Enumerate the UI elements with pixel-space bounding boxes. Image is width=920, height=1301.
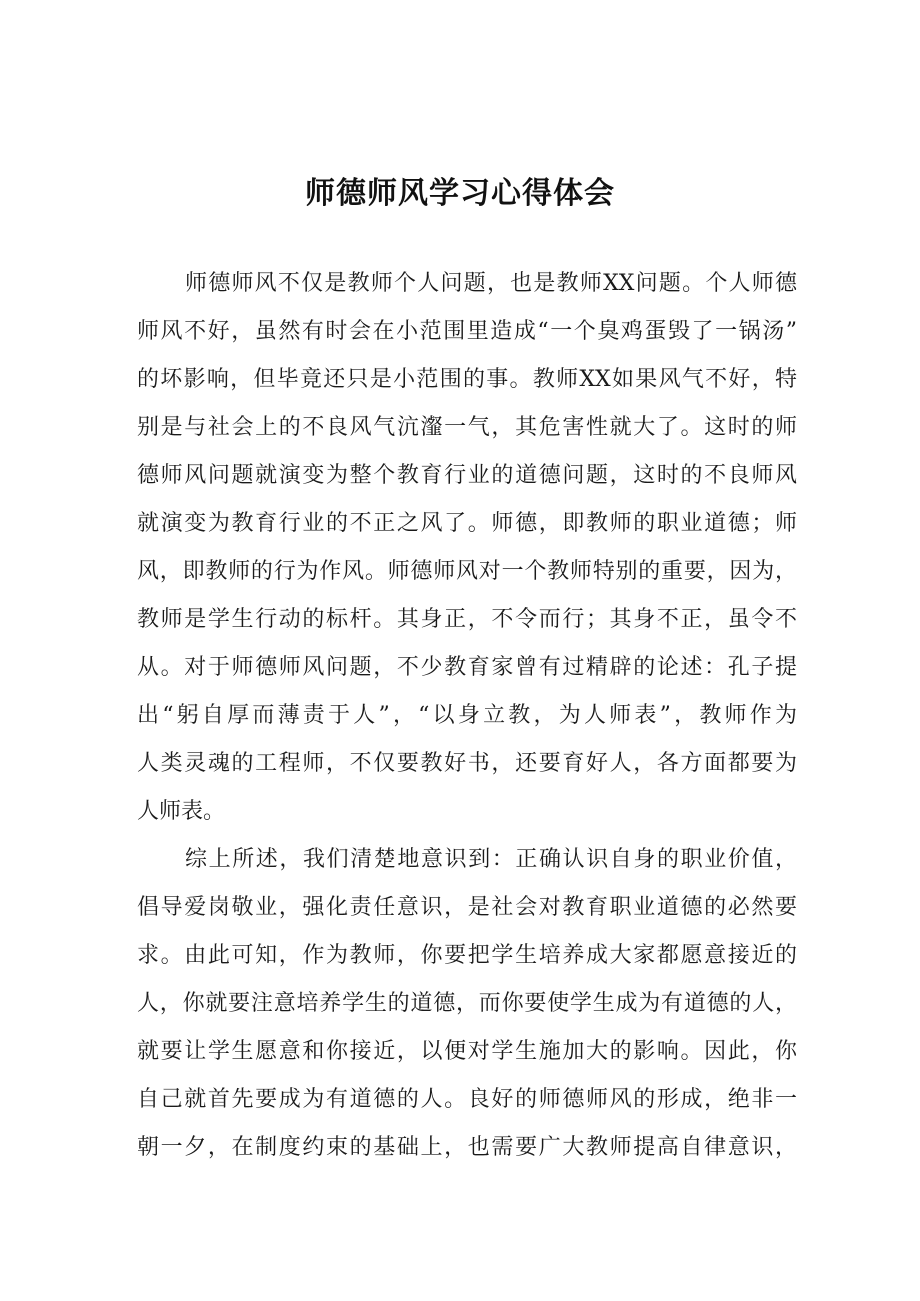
paragraph-2-line: 自己就首先要成为有道德的人。良好的师德师风的形成，绝非一 [137, 1087, 797, 1112]
paragraph-1-line: 的坏影响，但毕竟还只是小范围的事。教师XX如果风气不好，特 [137, 367, 797, 392]
document-body [137, 260, 797, 1172]
paragraph-1-line: 人类灵魂的工程师，不仅要教好书，还要育好人，各方面都要为 [137, 751, 797, 776]
paragraph-1-line: 德师风问题就演变为整个教育行业的道德问题，这时的不良师风 [137, 463, 797, 488]
paragraph-1-line: 风，即教师的行为作风。师德师风对一个教师特别的重要，因为， [137, 559, 797, 584]
paragraph-2-line: 综上所述，我们清楚地意识到：正确认识自身的职业价值， [185, 847, 797, 872]
paragraph-2-line: 朝一夕，在制度约束的基础上，也需要广大教师提高自律意识， [137, 1135, 797, 1160]
paragraph-2-line: 就要让学生愿意和你接近，以便对学生施加大的影响。因此，你 [137, 1039, 797, 1064]
paragraph-1-line: 师德师风不仅是教师个人问题，也是教师XX问题。个人师德 [185, 271, 797, 296]
paragraph-1-line: 别是与社会上的不良风气沆瀣一气，其危害性就大了。这时的师 [137, 415, 797, 440]
paragraph-2-line: 求。由此可知，作为教师，你要把学生培养成大家都愿意接近的 [137, 943, 797, 968]
paragraph-1-line: 教师是学生行动的标杆。其身正，不令而行；其身不正，虽令不 [137, 607, 797, 632]
paragraph-1-line: 出“躬自厚而薄责于人”，“以身立教，为人师表”，教师作为 [137, 703, 797, 728]
paragraph-1-line: 人师表。 [137, 799, 226, 824]
paragraph-1-line: 就演变为教育行业的不正之风了。师德，即教师的职业道德；师 [137, 511, 797, 536]
paragraph-2-line: 人，你就要注意培养学生的道德，而你要使学生成为有道德的人， [137, 991, 797, 1016]
document-title: 师德师风学习心得体会 [305, 176, 615, 211]
paragraph-1-line: 从。对于师德师风问题，不少教育家曾有过精辟的论述：孔子提 [137, 655, 797, 680]
paragraph-2-line: 倡导爱岗敬业，强化责任意识，是社会对教育职业道德的必然要 [137, 895, 797, 920]
paragraph-1-line: 师风不好，虽然有时会在小范围里造成“一个臭鸡蛋毁了一锅汤” [137, 319, 797, 344]
